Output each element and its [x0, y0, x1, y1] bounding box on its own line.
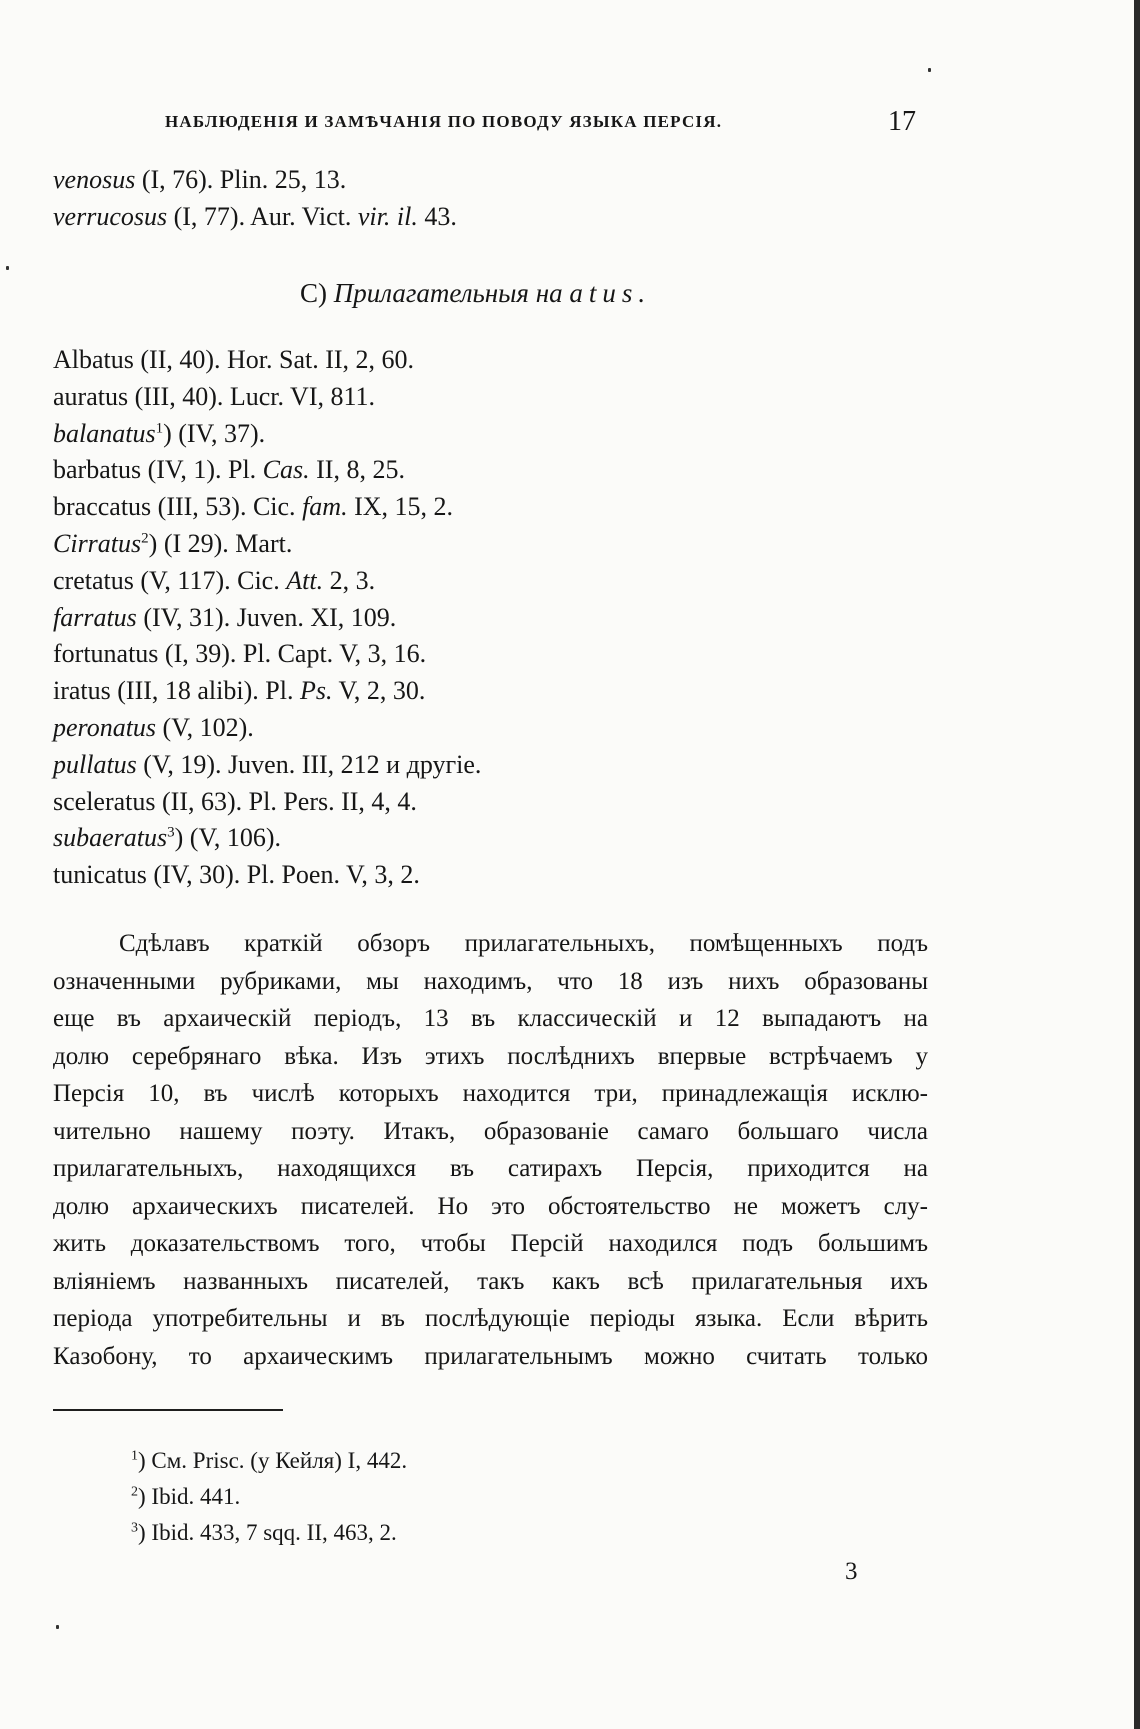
paragraph-line: долю архаическихъ писателей. Но это обстоятельство не можетъ слу- [53, 1192, 928, 1220]
entry-row: Cirratus$^2$) (I 29). Mart. [53, 529, 293, 558]
signature-mark: 3 [845, 1558, 858, 1585]
running-title: НАБЛЮДЕНІЯ И ЗАМѢЧАНІЯ ПО ПОВОДУ ЯЗЫКА ПЕРСІЯ. [165, 112, 723, 131]
entry-row: iratus (III, 18 alibi). Pl. Ps. V, 2, 30. [53, 676, 426, 706]
top-entry-venosus: venosus (I, 76). Plin. 25, 13. [53, 165, 347, 194]
paragraph-line: долю серебрянаго вѣка. Изъ этихъ послѣднихъ впервые встрѣчаемъ у [53, 1042, 928, 1070]
top-entry-verrucosus: verrucosus (I, 77). Aur. Vict. vir. il. 43. [53, 202, 457, 231]
entry-row: barbatus (IV, 1). Pl. Cas. II, 8, 25. [53, 455, 405, 485]
entry-row: Albatus (II, 40). Hor. Sat. II, 2, 60. [53, 345, 415, 374]
entry-row: balanatus$^1$) (IV, 37). [53, 418, 266, 448]
footnote-3: $^3$) Ibid. 433, 7 sqq. II, 463, 2. [131, 1520, 397, 1545]
entry-row: sceleratus (II, 63). Pl. Pers. II, 4, 4. [53, 786, 417, 816]
paragraph-line: чительно нашему поэту. Итакъ, образованіе самаго большаго числа [53, 1117, 928, 1145]
main-paragraph [53, 925, 928, 1375]
entry-row: peronatus (V, 102). [53, 713, 254, 742]
paragraph-line: Казобону, то архаическимъ прилагательнымъ можно считать только [53, 1342, 928, 1370]
entry-row: cretatus (V, 117). Cic. Att. 2, 3. [53, 565, 376, 595]
entry-row: farratus (IV, 31). Juven. XI, 109. [53, 602, 397, 632]
paragraph-line: Персія 10, въ числѣ которыхъ находится три, принадлежащія исклю- [53, 1080, 928, 1107]
print-speck [56, 1625, 59, 1629]
page-edge-line [1134, 0, 1140, 1729]
paragraph-line: вліяніемъ названныхъ писателей, такъ какъ всѣ прилагательныя ихъ [53, 1267, 928, 1295]
paragraph-line: Сдѣлавъ краткій обзоръ прилагательныхъ, помѣщенныхъ подъ [119, 930, 928, 957]
entry-row: tunicatus (IV, 30). Pl. Poen. V, 3, 2. [53, 860, 420, 890]
footnote-2: $^2$) Ibid. 441. [131, 1484, 241, 1509]
paragraph-line: прилагательныхъ, находящихся въ сатирахъ Персія, приходится на [53, 1155, 928, 1182]
page-number: 17 [888, 106, 916, 137]
entry-row: braccatus (III, 53). Cic. fam. IX, 15, 2. [53, 492, 453, 522]
paragraph-line: періода употребительны и въ послѣдующіе періоды языка. Если вѣрить [53, 1305, 928, 1332]
entry-row: auratus (III, 40). Lucr. VI, 811. [53, 381, 376, 411]
section-heading: C) Прилагательныя на atus. [300, 278, 652, 308]
entry-row: pullatus (V, 19). Juven. III, 212 и другіе. [53, 749, 482, 779]
paragraph-line: еще въ архаическій періодъ, 13 въ классическій и 12 выпадаютъ на [53, 1005, 928, 1032]
paragraph-line: означенными рубриками, мы находимъ, что 18 изъ нихъ образованы [53, 967, 928, 995]
footnote-1: $^1$) См. Prisc. (у Кейля) I, 442. [131, 1448, 408, 1473]
entry-row: fortunatus (I, 39). Pl. Capt. V, 3, 16. [53, 639, 427, 669]
print-speck [928, 68, 931, 72]
print-speck [6, 266, 9, 270]
paragraph-line: жить доказательствомъ того, чтобы Персій находился подъ большимъ [53, 1230, 928, 1257]
footnote-rule [53, 1409, 283, 1411]
entry-row: subaeratus$^3$) (V, 106). [53, 823, 282, 853]
